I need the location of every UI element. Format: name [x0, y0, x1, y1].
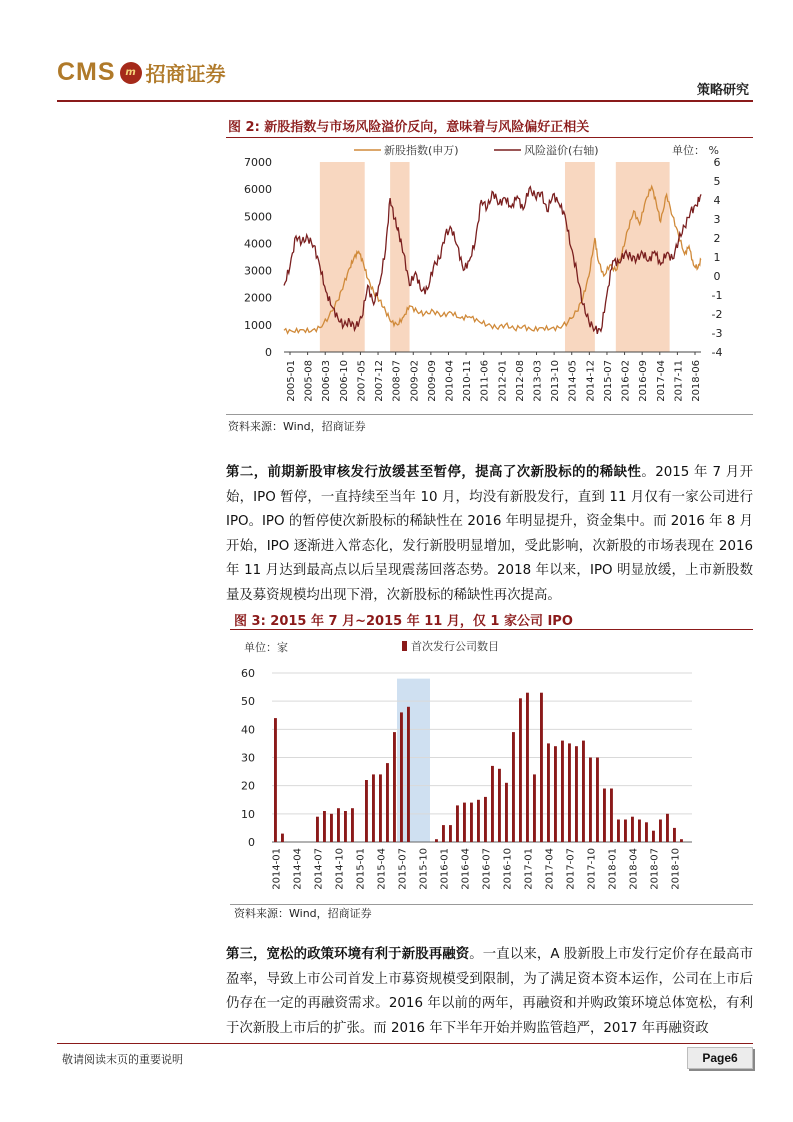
legend-swatch-ipo-count	[402, 641, 407, 651]
figure3-legend	[244, 639, 499, 654]
figure2-chart	[226, 138, 753, 410]
bar-2015-07	[400, 712, 403, 842]
right-tick-label: 6	[713, 156, 721, 169]
x-tick-label: 2014-05	[567, 360, 579, 402]
paragraph-lead: 第三，宽松的政策环境有利于新股再融资	[226, 947, 470, 962]
bar-2015-06	[393, 732, 396, 842]
x-tick-label: 2014-12	[585, 360, 597, 402]
x-tick-label: 2005-01	[286, 360, 297, 402]
right-tick-label: 2	[713, 232, 721, 245]
x-tick-label: 2013-10	[550, 360, 562, 402]
x-tick-label: 2018-01	[607, 848, 619, 890]
x-tick-label: 2005-08	[303, 360, 315, 402]
paragraph-policy-environment	[226, 943, 753, 1041]
legend-label-risk-premium: 风险溢价(右轴)	[524, 144, 599, 157]
paragraph-body: 。2015 年 7 月开始，IPO 暂停，一直持续至当年 10 月，均没有新股发行，直到 11 月仅有一家公司进行 IPO。IPO 的暂停使次新股标的稀缺性在 2016 年明显提升，资金集中。而 2016 年 8 月开始，IPO 逐渐进入常态化，发行新股明显增加，受此影响，次新股的市场表现在 2016 年 11 月达到最高点以后呈现震荡回落态势。2018 年以来，IPO 明显放缓，上市新股数量及募资规模均出现下滑，次新股标的稀缺性再次提高。	[226, 465, 753, 603]
x-tick-label: 2007-05	[356, 360, 368, 402]
x-tick-label: 2012-08	[514, 360, 526, 402]
x-tick-label: 2014-07	[313, 848, 325, 890]
x-tick-label: 2017-11	[673, 360, 685, 402]
paragraph-ipo-pause	[226, 461, 753, 609]
figure2-bottom-rule	[226, 414, 753, 415]
section-title: 策略研究	[696, 83, 749, 98]
x-tick-label: 2015-01	[355, 848, 367, 890]
y-tick-label: 60	[241, 667, 255, 680]
x-tick-label: 2017-04	[544, 848, 556, 890]
bar-2017-04	[547, 743, 550, 842]
x-tick-label: 2015-07	[602, 360, 614, 402]
x-tick-label: 2009-09	[426, 360, 438, 402]
bar-2017-08	[575, 746, 578, 842]
x-tick-label: 2017-04	[655, 360, 667, 402]
x-tick-label: 2009-02	[409, 360, 421, 402]
bar-2015-08	[407, 707, 410, 842]
y-tick-label: 0	[248, 836, 255, 849]
bar-2016-09	[498, 769, 501, 842]
bar-2017-05	[554, 746, 557, 842]
figure3-axes	[241, 667, 692, 890]
figure2-legend	[354, 143, 719, 157]
bar-2015-05	[386, 763, 389, 842]
right-tick-label: -3	[711, 327, 723, 340]
x-tick-label: 2016-09	[638, 360, 650, 402]
bar-2018-05	[638, 820, 641, 843]
x-tick-label: 2015-10	[418, 848, 430, 890]
logo-mark-icon: m	[120, 62, 142, 84]
header-divider	[57, 100, 753, 102]
bar-2016-05	[470, 803, 473, 842]
brand-logo	[57, 58, 226, 87]
bar-2014-07	[316, 817, 319, 842]
bar-2017-09	[582, 741, 585, 842]
bar-2018-08	[659, 820, 662, 843]
x-tick-label: 2010-11	[462, 360, 474, 402]
page-number: Page6	[687, 1047, 753, 1069]
x-tick-label: 2010-04	[444, 360, 456, 402]
figure2-title: 图 2: 新股指数与市场风险溢价反向，意味着与风险偏好正相关	[228, 120, 590, 135]
x-tick-label: 2018-10	[670, 848, 682, 890]
left-tick-label: 6000	[244, 183, 272, 197]
x-tick-label: 2011-06	[479, 360, 491, 402]
legend-label-ipo-count: 首次发行公司数目	[411, 640, 499, 653]
y-tick-label: 50	[241, 695, 255, 709]
bar-2018-02	[617, 820, 620, 843]
x-tick-label: 2016-04	[460, 848, 472, 890]
paragraph-lead: 第二，前期新股审核发行放缓甚至暂停，提高了次新股标的的稀缺性	[226, 465, 642, 480]
left-tick-label: 1000	[244, 318, 272, 332]
bar-2014-01	[274, 718, 277, 842]
bar-2014-12	[351, 808, 354, 842]
x-tick-label: 2016-01	[439, 848, 451, 890]
bar-2018-10	[673, 828, 676, 842]
x-tick-label: 2008-07	[391, 360, 403, 402]
x-tick-label: 2016-10	[502, 848, 514, 890]
x-tick-label: 2017-10	[586, 848, 598, 890]
left-tick-label: 0	[265, 346, 272, 359]
figure2-shaded-periods	[320, 162, 670, 352]
right-tick-label: 3	[713, 213, 721, 226]
x-tick-label: 2013-03	[532, 360, 544, 402]
bar-2016-03	[456, 805, 459, 842]
bar-2016-11	[512, 732, 515, 842]
bar-2016-02	[449, 825, 452, 842]
x-tick-label: 2014-04	[292, 848, 304, 890]
right-tick-label: -4	[711, 346, 723, 359]
figure3-chart	[230, 632, 753, 902]
bar-2018-06	[645, 822, 648, 842]
right-tick-label: 4	[713, 194, 721, 207]
bar-2015-03	[372, 774, 375, 842]
bar-2014-09	[330, 814, 333, 842]
bar-2015-04	[379, 774, 382, 842]
x-tick-label: 2018-04	[628, 848, 640, 890]
x-tick-label: 2017-07	[565, 848, 577, 890]
paragraph-body: 。一直以来，A 股新股上市发行定价存在最高市盈率，导致上市公司首发上市募资规模受到限制，为了满足资本资本运作，公司在上市后仍存在一定的再融资需求。2016 年以前的两年，再融资和并购政策环境总体宽松，有利于次新股上市后的扩张。而 2016 年下半年开始并购监管趋严，2017 年再融资政	[226, 947, 754, 1036]
figure3-bars	[274, 693, 683, 842]
right-tick-label: 1	[713, 251, 721, 264]
x-tick-label: 2018-07	[649, 848, 661, 890]
bar-2014-02	[281, 834, 284, 842]
x-tick-label: 2007-12	[374, 360, 386, 402]
bar-2016-12	[519, 698, 522, 842]
right-tick-label: -1	[711, 289, 723, 302]
bar-2017-02	[533, 774, 536, 842]
logo-text: CMS	[57, 58, 116, 86]
bar-2018-11	[680, 839, 683, 842]
x-tick-label: 2015-07	[397, 848, 409, 890]
bar-2017-07	[568, 743, 571, 842]
x-tick-label: 2017-01	[523, 848, 535, 890]
footer-divider	[57, 1043, 753, 1044]
bar-2015-12	[435, 839, 438, 842]
y-tick-label: 10	[241, 807, 255, 821]
x-tick-label: 2015-04	[376, 848, 388, 890]
figure2-unit-label: 单位： %	[672, 144, 719, 157]
figure3-source: 资料来源：Wind，招商证券	[234, 907, 372, 920]
bar-2016-10	[505, 783, 508, 842]
figure3-title: 图 3: 2015 年 7 月~2015 年 11 月，仅 1 家公司 IPO	[234, 614, 573, 629]
bar-2016-08	[491, 766, 494, 842]
y-tick-label: 20	[241, 779, 255, 793]
bar-2017-10	[589, 758, 592, 843]
bar-2017-11	[596, 758, 599, 843]
bar-2014-11	[344, 811, 347, 842]
right-tick-label: 5	[713, 175, 721, 188]
figure2-source: 资料来源：Wind，招商证券	[228, 420, 366, 433]
bar-2017-03	[540, 693, 543, 842]
bar-2016-04	[463, 803, 466, 842]
bar-2016-06	[477, 800, 480, 842]
bar-2018-07	[652, 831, 655, 842]
bar-2015-02	[365, 780, 368, 842]
figure3-title-rule	[230, 629, 753, 630]
bar-2018-04	[631, 817, 634, 842]
left-tick-label: 3000	[244, 264, 272, 278]
x-tick-label: 2016-07	[481, 848, 493, 890]
bar-2018-03	[624, 820, 627, 843]
footer-note: 敬请阅读末页的重要说明	[62, 1053, 183, 1066]
y-tick-label: 40	[241, 723, 255, 737]
x-tick-label: 2006-03	[321, 360, 333, 402]
x-tick-label: 2012-01	[497, 360, 509, 402]
x-tick-label: 2006-10	[338, 360, 350, 402]
x-tick-label: 2014-01	[271, 848, 283, 890]
figure3-unit-label: 单位：家	[244, 641, 288, 654]
bar-2018-09	[666, 814, 669, 842]
x-tick-label: 2016-02	[620, 360, 632, 402]
x-tick-label: 2014-10	[334, 848, 346, 890]
bar-2017-06	[561, 741, 564, 842]
bar-2018-01	[610, 789, 613, 843]
bar-2014-08	[323, 811, 326, 842]
bar-2017-12	[603, 789, 606, 843]
logo-chinese-name: 招商证券	[145, 62, 226, 86]
left-tick-label: 4000	[244, 237, 272, 251]
bar-2016-07	[484, 797, 487, 842]
left-tick-label: 2000	[244, 291, 272, 305]
x-tick-label: 2018-06	[691, 360, 702, 402]
left-tick-label: 7000	[244, 156, 272, 169]
left-tick-label: 5000	[244, 210, 272, 224]
legend-label-new-share-index: 新股指数(申万)	[384, 144, 459, 157]
bar-2016-01	[442, 825, 445, 842]
bar-2014-10	[337, 808, 340, 842]
y-tick-label: 30	[241, 751, 255, 765]
right-tick-label: -2	[711, 308, 723, 321]
right-tick-label: 0	[713, 270, 721, 283]
bar-2017-01	[526, 693, 529, 842]
